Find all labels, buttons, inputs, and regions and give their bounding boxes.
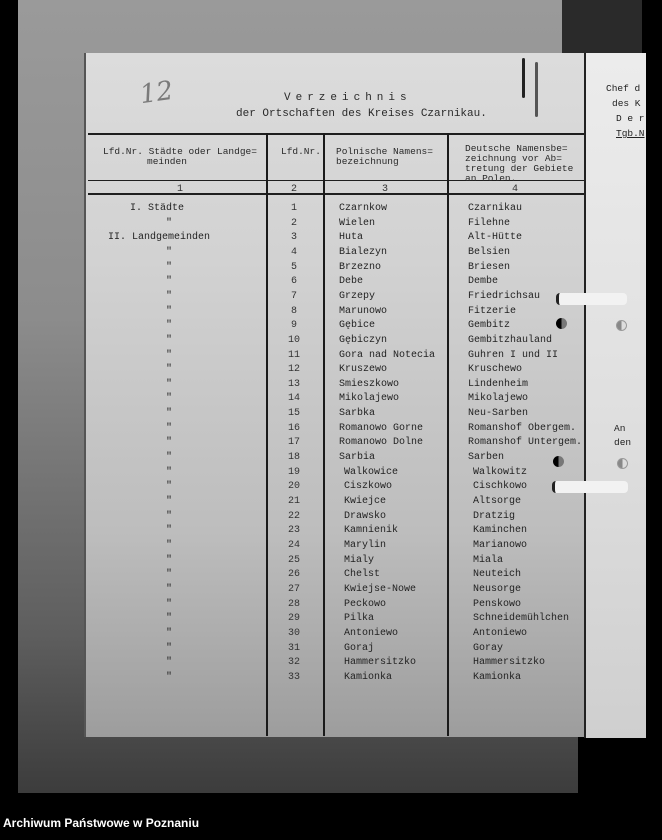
row-german-name: Miala — [473, 554, 504, 566]
row-german-name: Lindenheim — [468, 378, 529, 390]
row-category: " — [166, 613, 173, 625]
row-number: 25 — [287, 554, 300, 566]
row-polish-name: Mialy — [344, 554, 375, 566]
row-german-name: Cischkowo — [473, 481, 528, 493]
row-german-name: Guhren I und II — [468, 349, 559, 361]
row-category: " — [166, 598, 173, 610]
row-german-name: Mikolajewo — [468, 393, 529, 405]
row-category: I. Städte — [130, 203, 185, 214]
row-polish-name: Wielen — [339, 217, 376, 229]
row-german-name: Schneidemühlchen — [473, 613, 570, 625]
row-german-name: Hammersitzko — [473, 657, 546, 669]
row-category: " — [166, 627, 173, 639]
table-top-border — [88, 133, 584, 135]
row-polish-name: Smieszkowo — [339, 378, 400, 390]
row-polish-name: Gębiczyn — [339, 334, 388, 346]
row-german-name: Filehne — [468, 217, 511, 229]
row-category: " — [166, 378, 173, 390]
row-number: 11 — [287, 349, 300, 361]
column-number: 2 — [291, 184, 298, 195]
row-german-name: Friedrichsau — [468, 290, 541, 302]
row-polish-name: Antoniewo — [344, 627, 399, 639]
row-polish-name: Drawsko — [344, 510, 387, 522]
row-german-name: Neu-Sarben — [468, 408, 529, 420]
row-german-name: Goray — [473, 642, 504, 654]
row-category: " — [166, 437, 173, 449]
row-german-name: Penskowo — [473, 598, 522, 610]
row-polish-name: Romanowo Gorne — [339, 422, 424, 434]
row-german-name: Romanshof Obergem. — [468, 422, 577, 434]
row-polish-name: Gora nad Notecia — [339, 349, 436, 361]
row-number: 32 — [287, 657, 300, 669]
row-number: 6 — [290, 276, 297, 288]
column-divider — [266, 133, 268, 736]
row-polish-name: Debe — [339, 276, 364, 288]
header-col1-line2: meinden — [147, 156, 187, 167]
row-number: 30 — [287, 627, 300, 639]
row-number: 31 — [287, 642, 300, 654]
document-title: Verzeichnis — [284, 92, 412, 104]
binding-shadow — [562, 0, 642, 55]
row-category: " — [166, 276, 173, 288]
row-polish-name: Kwiejse-Nowe — [344, 583, 417, 595]
row-polish-name: Mikolajewo — [339, 393, 400, 405]
row-german-name: Kruschewo — [468, 364, 523, 376]
row-polish-name: Ciszkowo — [344, 481, 393, 493]
row-number: 4 — [290, 246, 297, 258]
scan-edge — [644, 0, 662, 793]
adjacent-page-line: den — [614, 437, 632, 448]
row-german-name: Fitzerie — [468, 305, 517, 317]
punch-hole — [617, 458, 628, 469]
punch-hole — [556, 318, 567, 329]
row-number: 2 — [290, 217, 297, 229]
header-col4-line2: zeichnung vor Ab= — [465, 153, 562, 164]
row-number: 1 — [290, 203, 297, 214]
row-number: 20 — [287, 481, 300, 493]
row-german-name: Kamionka — [473, 671, 522, 683]
row-german-name: Walkowitz — [473, 466, 528, 478]
row-category: " — [166, 569, 173, 581]
row-number: 17 — [287, 437, 300, 449]
row-category: " — [166, 393, 173, 405]
row-polish-name: Kamionka — [344, 671, 393, 683]
row-number: 23 — [287, 525, 300, 537]
row-number: 5 — [290, 261, 297, 273]
row-polish-name: Bialezyn — [339, 246, 388, 258]
column-number: 3 — [382, 184, 389, 195]
adjacent-page-line: des K — [612, 98, 641, 109]
row-number: 22 — [287, 510, 300, 522]
archive-label: Archiwum Państwowe w Poznaniu — [3, 816, 200, 830]
row-category: " — [166, 496, 173, 507]
row-category: " — [166, 583, 173, 595]
row-category: " — [166, 657, 173, 669]
row-category: " — [166, 290, 173, 302]
row-number: 33 — [287, 671, 300, 683]
row-polish-name: Brzezno — [339, 261, 382, 273]
row-polish-name: Goraj — [344, 642, 375, 654]
row-category: " — [166, 217, 173, 229]
row-german-name: Gembitzhauland — [468, 334, 553, 346]
row-number: 21 — [287, 496, 300, 507]
row-category: " — [166, 349, 173, 361]
row-category: " — [166, 554, 173, 566]
row-polish-name: Pilka — [344, 613, 375, 625]
row-german-name: Sarben — [468, 452, 505, 464]
row-polish-name: Marylin — [344, 539, 387, 551]
paperclip-mark — [522, 58, 525, 98]
row-german-name: Kaminchen — [473, 525, 528, 537]
row-category: II. Landgemeinden — [108, 232, 211, 244]
binder-tie — [552, 481, 628, 493]
handwritten-page-number: 12 — [138, 75, 176, 111]
row-category: " — [166, 525, 173, 537]
row-polish-name: Sarbka — [339, 408, 376, 420]
header-col4-line3: tretung der Gebiete — [465, 163, 574, 174]
row-polish-name: Grzepy — [339, 290, 376, 302]
row-number: 29 — [287, 613, 300, 625]
row-number: 18 — [287, 452, 300, 464]
row-polish-name: Romanowo Dolne — [339, 437, 424, 449]
row-german-name: Briesen — [468, 261, 511, 273]
header-col4-line1: Deutsche Namensbe= — [465, 143, 568, 154]
row-number: 8 — [290, 305, 297, 317]
row-number: 27 — [287, 583, 300, 595]
row-german-name: Romanshof Untergem. — [468, 437, 583, 449]
column-divider — [447, 133, 449, 736]
header-col2: Lfd.Nr. — [281, 146, 321, 157]
row-number: 10 — [287, 334, 300, 346]
row-german-name: Belsien — [468, 246, 511, 258]
row-category: " — [166, 320, 173, 332]
column-number: 1 — [177, 184, 184, 195]
row-category: " — [166, 671, 173, 683]
binder-tie — [556, 293, 627, 305]
punch-hole — [616, 320, 627, 331]
row-polish-name: Kamnienik — [344, 525, 399, 537]
row-category: " — [166, 466, 173, 478]
row-number: 3 — [290, 232, 297, 244]
row-category: " — [166, 334, 173, 346]
adjacent-page-line: An — [614, 423, 626, 434]
header-col4-line4: an Polen. — [465, 173, 517, 184]
row-polish-name: Walkowice — [344, 466, 399, 478]
row-polish-name: Chelst — [344, 569, 381, 581]
row-number: 28 — [287, 598, 300, 610]
row-number: 26 — [287, 569, 300, 581]
column-divider — [323, 133, 325, 736]
table-column-number-divider — [88, 193, 584, 195]
row-category: " — [166, 408, 173, 420]
row-category: " — [166, 452, 173, 464]
row-german-name: Czarnikau — [468, 203, 523, 214]
punch-hole — [553, 456, 564, 467]
row-polish-name: Kwiejce — [344, 496, 387, 507]
row-german-name: Neuteich — [473, 569, 522, 581]
row-category: " — [166, 642, 173, 654]
header-col3-line1: Polnische Namens= — [336, 146, 433, 157]
adjacent-page-line: D e r — [616, 113, 645, 124]
row-polish-name: Marunowo — [339, 305, 388, 317]
row-number: 12 — [287, 364, 300, 376]
row-number: 16 — [287, 422, 300, 434]
row-number: 15 — [287, 408, 300, 420]
row-category: " — [166, 261, 173, 273]
adjacent-page-line: Tgb.N — [616, 128, 645, 139]
row-number: 14 — [287, 393, 300, 405]
row-number: 9 — [290, 320, 297, 332]
row-category: " — [166, 481, 173, 493]
row-category: " — [166, 539, 173, 551]
row-number: 24 — [287, 539, 300, 551]
row-german-name: Altsorge — [473, 496, 522, 507]
row-category: " — [166, 422, 173, 434]
row-category: " — [166, 364, 173, 376]
header-col1-line1: Lfd.Nr. Städte oder Landge= — [103, 146, 257, 157]
row-category: " — [166, 246, 173, 258]
row-number: 13 — [287, 378, 300, 390]
paperclip-mark — [535, 62, 538, 117]
row-number: 19 — [287, 466, 300, 478]
row-polish-name: Kruszewo — [339, 364, 388, 376]
row-category: " — [166, 305, 173, 317]
row-number: 7 — [290, 290, 297, 302]
row-german-name: Neusorge — [473, 583, 522, 595]
row-polish-name: Huta — [339, 232, 364, 244]
row-category: " — [166, 510, 173, 522]
adjacent-page — [584, 53, 646, 738]
document-subtitle: der Ortschaften des Kreises Czarnikau. — [236, 108, 487, 120]
row-german-name: Alt-Hütte — [468, 232, 523, 244]
row-german-name: Antoniewo — [473, 627, 528, 639]
row-polish-name: Czarnkow — [339, 203, 388, 214]
adjacent-page-line: Chef d — [606, 83, 641, 94]
header-col3-line2: bezeichnung — [336, 156, 399, 167]
row-polish-name: Sarbia — [339, 452, 376, 464]
column-number: 4 — [512, 184, 519, 195]
row-polish-name: Hammersitzko — [344, 657, 417, 669]
row-german-name: Marianowo — [473, 539, 528, 551]
row-polish-name: Peckowo — [344, 598, 387, 610]
row-german-name: Gembitz — [468, 320, 511, 332]
row-polish-name: Gębice — [339, 320, 376, 332]
row-german-name: Dembe — [468, 276, 499, 288]
row-german-name: Dratzig — [473, 510, 516, 522]
